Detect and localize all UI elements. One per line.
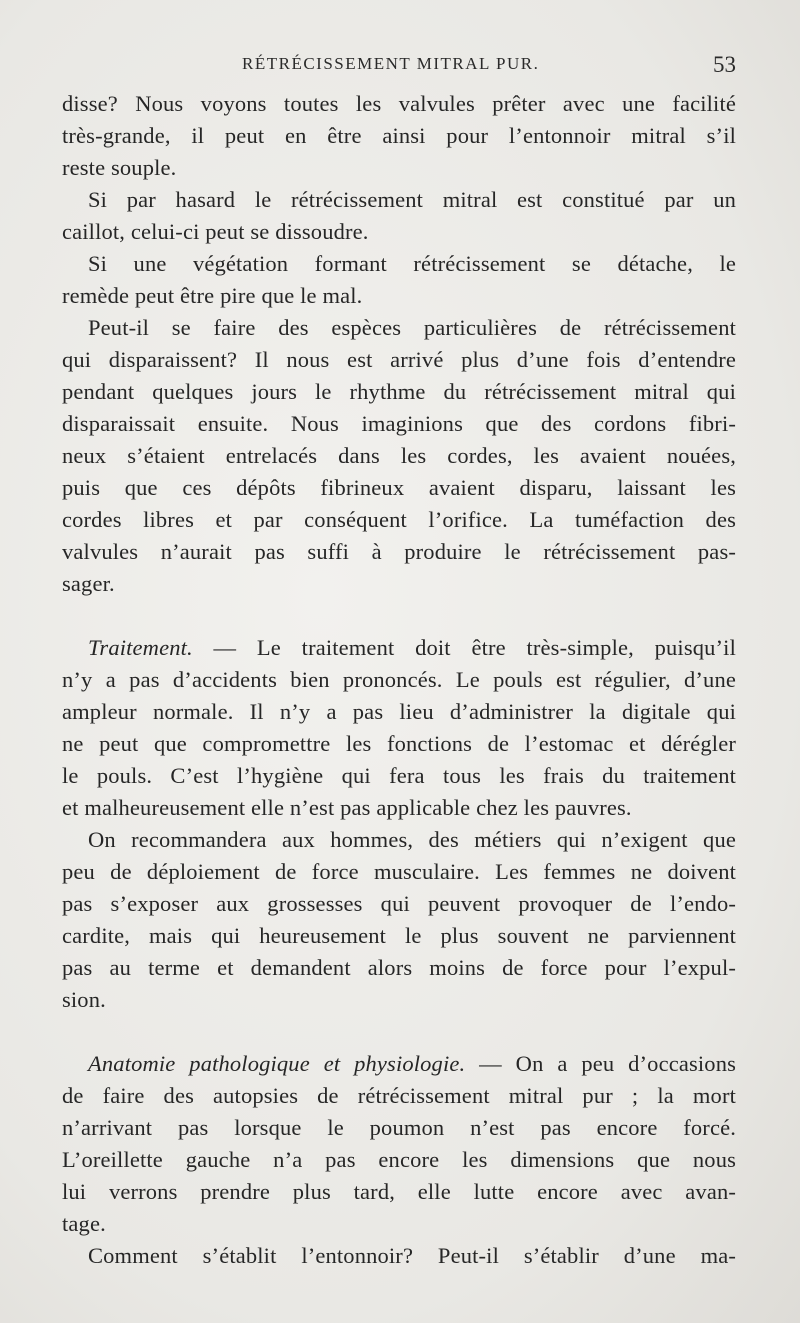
text-line: n’y a pas d’accidents bien prononcés. Le pouls est régulier, d’une [62,667,736,692]
text-line: Peut-il se faire des espèces particulières de rétrécissement [88,315,736,340]
text-line: caillot, celui-ci peut se dissoudre. [62,219,369,244]
paragraph [62,1240,736,1272]
text-line: sion. [62,987,106,1012]
paragraph [62,824,736,1016]
text-line: cardite, mais qui heureusement le plus souvent ne parviennent [62,923,736,948]
text-line: reste souple. [62,155,177,180]
text-line [62,632,736,664]
text-line-rest: — Le traitement doit être très-simple, puisqu’il [192,635,736,660]
text-line: ne peut que compromettre les fonctions de l’estomac et dérégler [62,731,736,756]
text-line: ampleur normale. Il n’y a pas lieu d’administrer la digitale qui [62,699,736,724]
paragraph [62,248,736,312]
text-line: le pouls. C’est l’hygiène qui fera tous les frais du traitement [62,763,736,788]
text-line: disparaissait ensuite. Nous imaginions que des cordons fibri- [62,411,736,436]
text-line: de faire des autopsies de rétrécissement mitral pur ; la mort [62,1083,736,1108]
text-line: cordes libres et par conséquent l’orifice. La tuméfaction des [62,507,736,532]
text-line: disse? Nous voyons toutes les valvules prêter avec une facilité [62,91,736,116]
text-line: pendant quelques jours le rhythme du rétrécissement mitral qui [62,379,736,404]
running-title: RÉTRÉCISSEMENT MITRAL PUR. [242,54,540,73]
text-line: L’oreillette gauche n’a pas encore les dimensions que nous [62,1147,736,1172]
text-line: puis que ces dépôts fibrineux avaient disparu, laissant les [62,475,736,500]
text-line: pas au terme et demandent alors moins de force pour l’expul- [62,955,736,980]
paragraph [62,88,736,184]
text-line [62,1048,736,1080]
body-text [62,88,736,1272]
section-heading-traitement: Traitement. [88,635,193,660]
page-number: 53 [713,52,736,77]
text-line: peu de déploiement de force musculaire. Les femmes ne doivent [62,859,736,884]
page-header [62,54,738,84]
paragraph [62,184,736,248]
paragraph-traitement [62,632,736,824]
text-line: Si par hasard le rétrécissement mitral est constitué par un [88,187,736,212]
text-line: et malheureusement elle n’est pas applicable chez les pauvres. [62,795,632,820]
text-line: valvules n’aurait pas suffi à produire le rétrécissement pas- [62,539,736,564]
section-heading-anatomie: Anatomie pathologique et physiologie. [88,1051,466,1076]
text-line: pas s’exposer aux grossesses qui peuvent provoquer de l’endo- [62,891,736,916]
text-line: Si une végétation formant rétrécissement se détache, le [88,251,736,276]
text-line: n’arrivant pas lorsque le poumon n’est pas encore forcé. [62,1115,736,1140]
text-line-rest: — On a peu d’occasions [465,1051,737,1076]
text-line: Comment s’établit l’entonnoir? Peut-il s’établir d’une ma- [88,1243,736,1268]
text-line: On recommandera aux hommes, des métiers qui n’exigent que [88,827,736,852]
text-line: très-grande, il peut en être ainsi pour l’entonnoir mitral s’il [62,123,736,148]
text-line: lui verrons prendre plus tard, elle lutte encore avec avan- [62,1179,736,1204]
text-line: remède peut être pire que le mal. [62,283,363,308]
paragraph [62,312,736,600]
text-line: qui disparaissent? Il nous est arrivé plus d’une fois d’entendre [62,347,736,372]
text-line: sager. [62,571,115,596]
paragraph-anatomie [62,1048,736,1240]
text-line: tage. [62,1211,106,1236]
text-line: neux s’étaient entrelacés dans les cordes, les avaient nouées, [62,443,736,468]
